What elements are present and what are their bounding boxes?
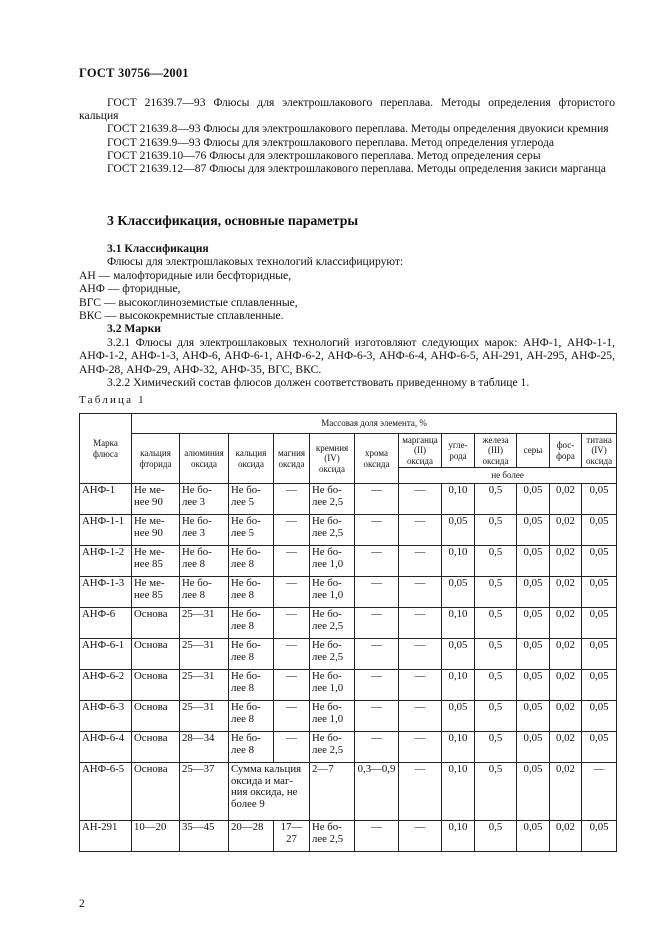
cell-fe: 0,5 (475, 639, 517, 670)
column-header: марганца (II) оксида (399, 434, 442, 468)
cell-cao: Не бо-лее 5 (229, 515, 274, 546)
section-body (79, 242, 615, 389)
cell-sio2: Не бо-лее 2,5 (310, 608, 355, 639)
class-item: ВГС — высокоглиноземистые сплавленные, (79, 295, 298, 309)
cell-s: 0,05 (517, 546, 550, 577)
cell-c: 0,10 (442, 484, 475, 515)
subsection-title-classification: 3.1 Классификация (107, 242, 209, 255)
cell-sio2: Не бо-лее 1,0 (310, 546, 355, 577)
cell-cao: Не бо-лее 8 (229, 546, 274, 577)
cell-brand: АНФ-1-3 (80, 577, 132, 608)
cell-p: 0,02 (550, 577, 582, 608)
cell-cao: Не бо-лее 8 (229, 701, 274, 732)
cell-mno: — (399, 670, 442, 701)
cell-brand: АНФ-1 (80, 484, 132, 515)
page-number: 2 (79, 898, 85, 910)
cell-al2o3: 25—31 (180, 701, 229, 732)
cell-cr: — (355, 732, 399, 763)
cell-c: 0,05 (442, 639, 475, 670)
cell-sio2: Не бо-лее 2,5 (310, 515, 355, 546)
column-header: серы (517, 434, 550, 468)
cell-mgo: — (274, 515, 310, 546)
cell-fe: 0,5 (475, 546, 517, 577)
composition-table (79, 413, 617, 852)
column-header: железа (III) оксида (475, 434, 517, 468)
cell-brand: АНФ-6-2 (80, 670, 132, 701)
cell-cr: — (355, 639, 399, 670)
cell-mno: — (399, 546, 442, 577)
table-row (80, 484, 617, 515)
not-more-note: не более (399, 468, 617, 484)
column-header: магния оксида (274, 434, 310, 484)
column-header: кремния (IV) оксида (310, 434, 355, 484)
cell-mno: — (399, 515, 442, 546)
section-title: 3 Классификация, основные параметры (107, 213, 359, 228)
cell-c: 0,10 (442, 546, 475, 577)
cell-al2o3: 25—31 (180, 639, 229, 670)
class-item: АНФ — фторидные, (79, 282, 181, 296)
cell-ti: 0,05 (582, 515, 617, 546)
cell-cao: Не бо-лее 8 (229, 639, 274, 670)
cell-cr: — (355, 821, 399, 852)
cell-fe: 0,5 (475, 670, 517, 701)
cell-p: 0,02 (550, 484, 582, 515)
table-row (80, 546, 617, 577)
cell-cao: Не бо-лее 8 (229, 608, 274, 639)
cell-s: 0,05 (517, 484, 550, 515)
cell-cr: — (355, 608, 399, 639)
cell-s: 0,05 (517, 577, 550, 608)
cell-brand: АНФ-6-1 (80, 639, 132, 670)
cell-ti: 0,05 (582, 821, 617, 852)
paragraph-3-2-2: 3.2.2 Химический состав флюсов должен соответствовать приведенному в таблице 1. (107, 376, 530, 390)
table-row (80, 821, 617, 852)
cell-caf2: Основа (132, 670, 180, 701)
cell-sio2: 2—7 (310, 763, 355, 821)
cell-p: 0,02 (550, 608, 582, 639)
cell-al2o3: Не бо-лее 3 (180, 484, 229, 515)
cell-c: 0,10 (442, 608, 475, 639)
cell-ti: 0,05 (582, 546, 617, 577)
cell-al2o3: 25—31 (180, 608, 229, 639)
cell-fe: 0,5 (475, 577, 517, 608)
cell-cr: — (355, 515, 399, 546)
cell-p: 0,02 (550, 639, 582, 670)
cell-cr: — (355, 484, 399, 515)
cell-fe: 0,5 (475, 732, 517, 763)
cell-fe: 0,5 (475, 763, 517, 821)
cell-p: 0,02 (550, 701, 582, 732)
cell-brand: АНФ-6-3 (80, 701, 132, 732)
cell-p: 0,02 (550, 546, 582, 577)
cell-p: 0,02 (550, 763, 582, 821)
table-row (80, 608, 617, 639)
cell-cr: — (355, 577, 399, 608)
cell-ti: 0,05 (582, 608, 617, 639)
cell-sio2: Не бо-лее 2,5 (310, 732, 355, 763)
class-item: АН — малофторидные или бесфторидные, (79, 268, 292, 282)
cell-mgo: — (274, 484, 310, 515)
cell-al2o3: 35—45 (180, 821, 229, 852)
cell-s: 0,05 (517, 763, 550, 821)
cell-mgo: — (274, 608, 310, 639)
cell-cao: Не бо-лее 5 (229, 484, 274, 515)
cell-p: 0,02 (550, 732, 582, 763)
cell-cr: 0,3—0,9 (355, 763, 399, 821)
cell-caf2: Основа (132, 639, 180, 670)
reference-item: ГОСТ 21639.9—93 Флюсы для электрошлакового переплава. Метод определения углерода (107, 135, 554, 149)
cell-c: 0,05 (442, 515, 475, 546)
cell-sio2: Не бо-лее 2,5 (310, 484, 355, 515)
cell-ti: 0,05 (582, 639, 617, 670)
cell-mno: — (399, 763, 442, 821)
class-item: ВКС — высококремнистые сплавленные. (79, 309, 284, 323)
cell-mgo: — (274, 639, 310, 670)
cell-mno: — (399, 732, 442, 763)
cell-caf2: Основа (132, 608, 180, 639)
cell-s: 0,05 (517, 639, 550, 670)
cell-brand: АН-291 (80, 821, 132, 852)
cell-cao: Не бо-лее 8 (229, 670, 274, 701)
cell-s: 0,05 (517, 515, 550, 546)
reference-item: ГОСТ 21639.10—76 Флюсы для электрошлакового переплава. Метод определения серы (107, 148, 541, 162)
table-row (80, 639, 617, 670)
cell-ti: 0,05 (582, 577, 617, 608)
cell-mno: — (399, 577, 442, 608)
table-row (80, 670, 617, 701)
cell-al2o3: Не бо-лее 3 (180, 515, 229, 546)
cell-caf2: Основа (132, 701, 180, 732)
table-row (80, 577, 617, 608)
cell-mno: — (399, 608, 442, 639)
cell-mgo: — (274, 732, 310, 763)
cell-fe: 0,5 (475, 608, 517, 639)
cell-brand: АНФ-6-4 (80, 732, 132, 763)
cell-ti: 0,05 (582, 701, 617, 732)
classification-intro: Флюсы для электрошлаковых технологий классифицируют: (107, 255, 404, 269)
cell-sio2: Не бо-лее 1,0 (310, 701, 355, 732)
cell-c: 0,10 (442, 670, 475, 701)
cell-caf2: Не ме-нее 90 (132, 515, 180, 546)
reference-item: ГОСТ 21639.8—93 Флюсы для электрошлакового переплава. Методы определения двуокиси кремния (107, 122, 609, 136)
cell-brand: АНФ-1-1 (80, 515, 132, 546)
cell-fe: 0,5 (475, 821, 517, 852)
cell-caf2: Не ме-нее 90 (132, 484, 180, 515)
cell-mgo: — (274, 701, 310, 732)
reference-item: ГОСТ 21639.12—87 Флюсы для электрошлакового переплава. Методы определения закиси марганца (107, 162, 606, 176)
cell-sio2: Не бо-лее 1,0 (310, 577, 355, 608)
column-header: алюминия оксида (180, 434, 229, 484)
cell-mno: — (399, 484, 442, 515)
column-header: кальция фторида (132, 434, 180, 484)
cell-p: 0,02 (550, 515, 582, 546)
cell-brand: АНФ-1-2 (80, 546, 132, 577)
reference-item: ГОСТ 21639.7—93 Флюсы для электрошлакового переплава. Методы определения фтористого кальция (79, 96, 615, 123)
cell-brand: АНФ-6 (80, 608, 132, 639)
cell-sio2: Не бо-лее 2,5 (310, 639, 355, 670)
cell-c: 0,05 (442, 701, 475, 732)
cell-mno: — (399, 701, 442, 732)
cell-s: 0,05 (517, 732, 550, 763)
cell-fe: 0,5 (475, 484, 517, 515)
cell-caf2: Не ме-нее 85 (132, 577, 180, 608)
cell-ti: 0,05 (582, 732, 617, 763)
cell-al2o3: 25—37 (180, 763, 229, 821)
cell-caf2: Не ме-нее 85 (132, 546, 180, 577)
cell-cao: Не бо-лее 8 (229, 577, 274, 608)
group-header: Массовая доля элемента, % (132, 414, 617, 434)
cell-cr: — (355, 546, 399, 577)
cell-al2o3: Не бо-лее 8 (180, 546, 229, 577)
cell-cao: 20—28 (229, 821, 274, 852)
cell-caf2: Основа (132, 732, 180, 763)
cell-al2o3: Не бо-лее 8 (180, 577, 229, 608)
cell-cr: — (355, 701, 399, 732)
cell-mno: — (399, 639, 442, 670)
cell-caf2: Основа (132, 763, 180, 821)
cell-mgo: 17—27 (274, 821, 310, 852)
table-row (80, 732, 617, 763)
cell-cr: — (355, 670, 399, 701)
cell-fe: 0,5 (475, 701, 517, 732)
cell-sio2: Не бо-лее 2,5 (310, 821, 355, 852)
cell-caf2: 10—20 (132, 821, 180, 852)
cell-c: 0,10 (442, 821, 475, 852)
column-header-brand: Марка флюса (80, 414, 132, 484)
table-row (80, 763, 617, 821)
cell-mno: — (399, 821, 442, 852)
cell-mgo: — (274, 670, 310, 701)
table-row (80, 515, 617, 546)
cell-s: 0,05 (517, 701, 550, 732)
table-row (80, 701, 617, 732)
cell-mgo: — (274, 577, 310, 608)
cell-ti: — (582, 763, 617, 821)
cell-cao: Не бо-лее 8 (229, 732, 274, 763)
cell-p: 0,02 (550, 670, 582, 701)
cell-al2o3: 25—31 (180, 670, 229, 701)
cell-ti: 0,05 (582, 484, 617, 515)
cell-p: 0,02 (550, 821, 582, 852)
cell-c: 0,10 (442, 732, 475, 763)
column-header: титана (IV) оксида (582, 434, 617, 468)
cell-mgo: — (274, 546, 310, 577)
paragraph-3-2-1: 3.2.1 Флюсы для электрошлаковых технологий изготовляют следующих марок: АНФ-1, АНФ-1-1, АНФ-1-2, АНФ-1-3, АНФ-6, АНФ-6-1, АНФ-6-2, АНФ-6-3, АНФ-6-4, АНФ-6-5, АН-291, АН-295, АНФ-25, АНФ-28, АНФ-29, АНФ-32, АНФ-35, ВГС, ВКС. (79, 335, 615, 376)
cell-sio2: Не бо-лее 1,0 (310, 670, 355, 701)
cell-s: 0,05 (517, 821, 550, 852)
document-header: ГОСТ 30756—2001 (79, 66, 189, 80)
cell-c: 0,10 (442, 763, 475, 821)
column-header: фос-фора (550, 434, 582, 468)
cell-c: 0,05 (442, 577, 475, 608)
cell-brand: АНФ-6-5 (80, 763, 132, 821)
table-caption: Таблица 1 (79, 394, 146, 406)
cell-cao-mgo: Сумма кальция оксида и маг-ния оксида, не более 9 (229, 763, 310, 821)
subsection-title-grades: 3.2 Марки (107, 322, 161, 336)
column-header: хрома оксида (355, 434, 399, 484)
cell-al2o3: 28—34 (180, 732, 229, 763)
references-list (79, 96, 615, 175)
cell-fe: 0,5 (475, 515, 517, 546)
column-header: кальция оксида (229, 434, 274, 484)
column-header: угле-рода (442, 434, 475, 468)
cell-s: 0,05 (517, 608, 550, 639)
cell-s: 0,05 (517, 670, 550, 701)
cell-ti: 0,05 (582, 670, 617, 701)
